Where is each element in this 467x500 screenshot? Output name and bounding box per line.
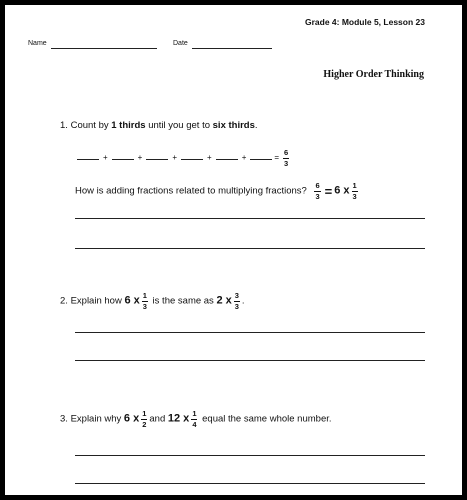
skip-count-sequence	[77, 149, 291, 167]
section-title: Higher Order Thinking	[323, 69, 424, 80]
answer-line[interactable]	[75, 455, 425, 456]
answer-line[interactable]	[75, 248, 425, 249]
plus-sign: +	[103, 153, 108, 163]
fraction: $\frac{1}{3}$	[352, 181, 357, 201]
whole-multiplier: 12 x	[167, 412, 190, 425]
fraction: $\frac{1}{4}$	[192, 409, 197, 429]
question-text: and	[149, 413, 168, 425]
question-text: until you get to	[145, 120, 213, 131]
question-bold: six thirds	[212, 120, 255, 131]
answer-line[interactable]	[75, 483, 425, 484]
plus-sign: +	[137, 153, 143, 163]
equals-sign: =	[274, 153, 280, 163]
date-field-line[interactable]	[192, 48, 272, 49]
question-text: .	[241, 295, 245, 307]
fraction: $\frac{6}{3}$	[315, 181, 320, 201]
question-1-followup	[75, 182, 360, 200]
question-bold: 1 thirds	[111, 120, 146, 131]
answer-line[interactable]	[75, 332, 425, 333]
question-number: 2.	[60, 295, 68, 307]
fraction: $\frac{6}{3}$	[284, 148, 289, 168]
question-1-prompt	[60, 120, 258, 131]
question-number: 3.	[60, 413, 68, 425]
question-text: Explain how	[70, 295, 125, 307]
whole-multiplier: 6 x	[124, 294, 140, 307]
answer-blank[interactable]	[77, 151, 99, 160]
name-label: Name	[28, 40, 47, 47]
plus-sign: +	[241, 153, 247, 163]
date-label: Date	[173, 40, 188, 47]
answer-blank[interactable]	[112, 151, 134, 160]
plus-sign: +	[172, 153, 178, 163]
question-2-prompt	[60, 292, 245, 310]
fraction: $\frac{3}{3}$	[234, 291, 239, 311]
answer-blank[interactable]	[216, 151, 238, 160]
equals-sign: =	[324, 183, 333, 199]
lesson-header: Grade 4: Module 5, Lesson 23	[305, 17, 425, 27]
fraction: $\frac{1}{3}$	[142, 291, 147, 311]
question-3-prompt	[60, 410, 332, 428]
question-text: equal the same whole number.	[199, 413, 332, 425]
whole-multiplier: 6 x	[123, 412, 140, 425]
question-text: Explain why	[70, 413, 124, 425]
whole-multiplier: 2 x	[216, 294, 232, 307]
answer-line[interactable]	[75, 218, 425, 219]
name-field-line[interactable]	[51, 48, 157, 49]
answer-line[interactable]	[75, 360, 425, 361]
question-text: is the same as	[149, 295, 217, 307]
fraction: $\frac{1}{2}$	[142, 409, 147, 429]
answer-blank[interactable]	[146, 151, 168, 160]
answer-blank[interactable]	[181, 151, 203, 160]
question-text: Count by	[70, 120, 112, 131]
answer-blank[interactable]	[250, 151, 272, 160]
whole-multiplier: 6 x	[334, 184, 350, 197]
question-text: How is adding fractions related to multiplying fractions?	[75, 185, 307, 197]
question-text: .	[254, 120, 258, 131]
worksheet-page	[5, 5, 462, 495]
plus-sign: +	[207, 153, 212, 163]
question-number: 1.	[60, 120, 68, 131]
